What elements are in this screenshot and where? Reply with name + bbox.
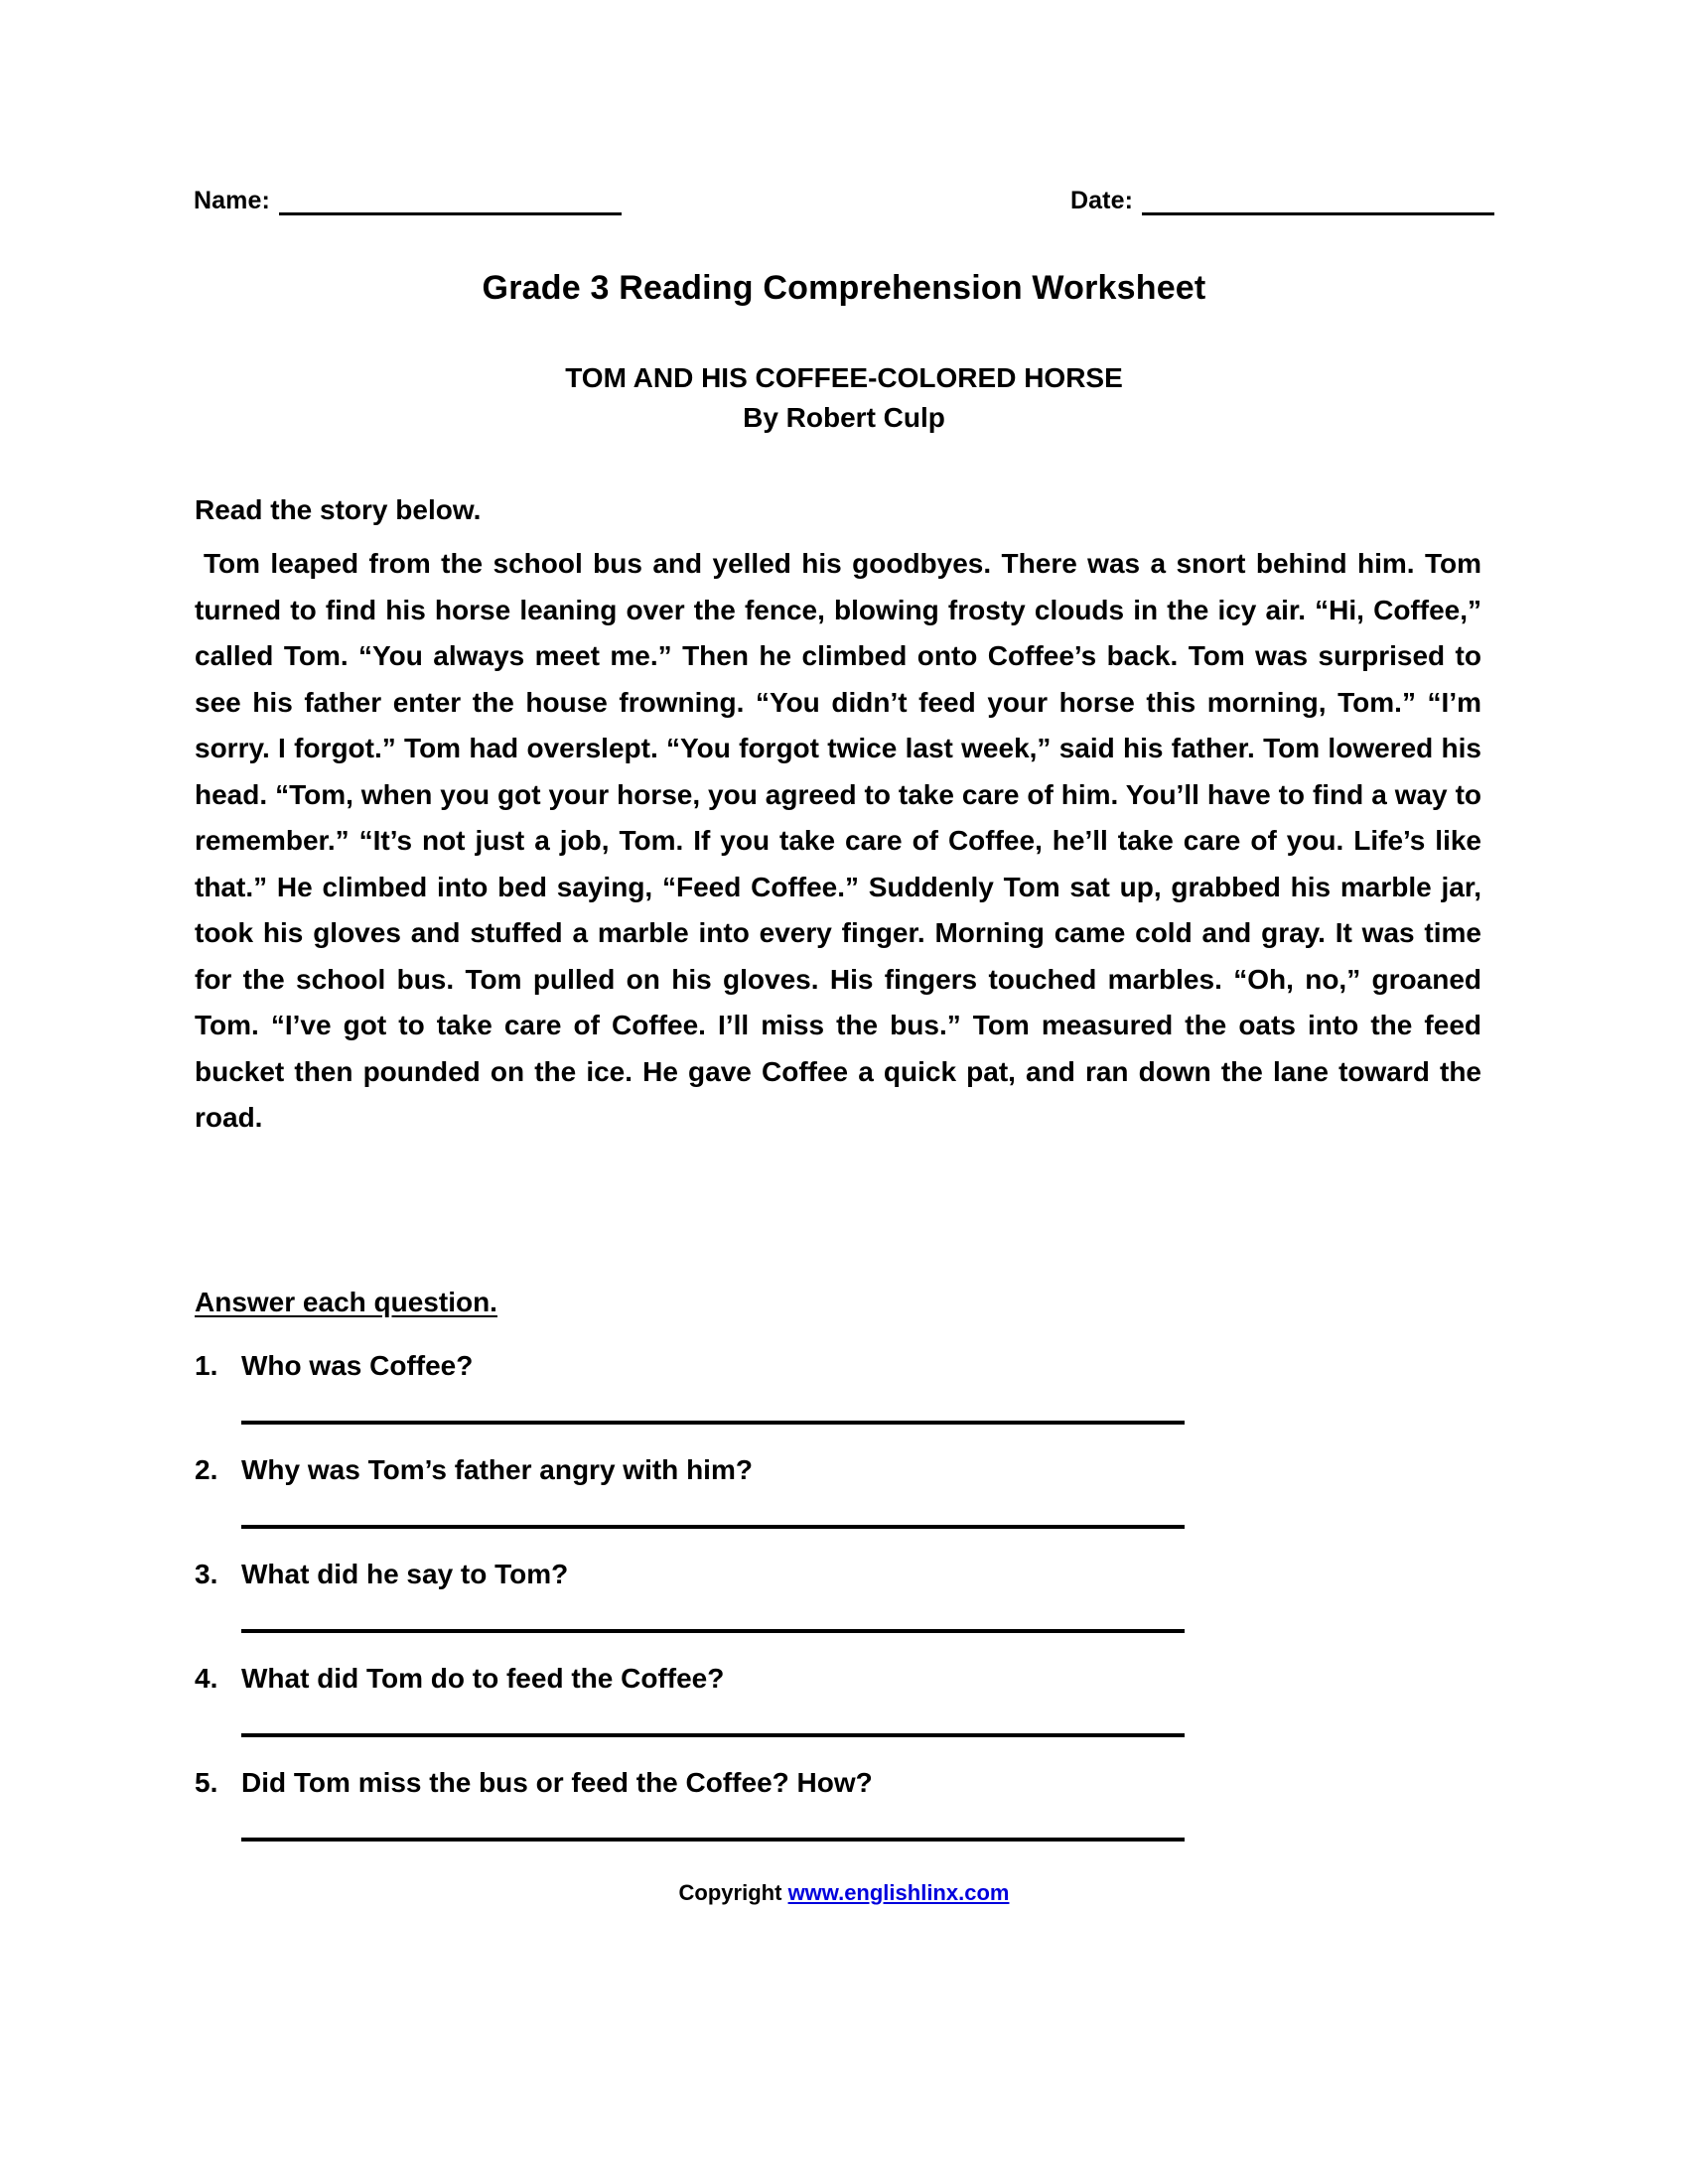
name-label: Name: <box>194 187 270 214</box>
page-title: Grade 3 Reading Comprehension Worksheet <box>482 269 1206 307</box>
read-instruction: Read the story below. <box>195 494 482 525</box>
story-byline: By Robert Culp <box>743 401 945 433</box>
question-number: 3. <box>195 1559 218 1589</box>
question-item <box>195 1348 1481 1452</box>
name-write-line[interactable] <box>279 212 622 215</box>
date-write-line[interactable] <box>1142 212 1494 215</box>
name-field[interactable] <box>194 189 622 215</box>
answer-write-line[interactable] <box>241 1838 1185 1842</box>
answer-write-line[interactable] <box>241 1629 1185 1633</box>
student-info-row <box>194 189 1494 215</box>
question-item <box>195 1557 1481 1661</box>
story-title-block <box>0 358 1688 438</box>
question-line <box>195 1765 1481 1800</box>
question-item <box>195 1452 1481 1557</box>
question-number: 4. <box>195 1663 218 1694</box>
question-line <box>195 1348 1481 1383</box>
englishlinx-link[interactable]: www.englishlinx.com <box>787 1880 1010 1905</box>
answer-write-line[interactable] <box>241 1421 1185 1425</box>
answer-write-line[interactable] <box>241 1525 1185 1529</box>
question-line <box>195 1557 1481 1591</box>
story-passage: Tom leaped from the school bus and yelled his goodbyes. There was a snort behind him. Tom turned to find his horse leaning over the fence, blowing frosty clouds in the icy air. “Hi, Coffee,” called Tom. “You always meet me.” Then he climbed onto Coffee’s back. Tom was surprised to see his father enter the house frowning. “You didn’t feed your horse this morning, Tom.” “I’m sorry. I forgot.” Tom had overslept. “You forgot twice last week,” said his father. Tom lowered his head. “Tom, when you got your horse, you agreed to take care of him. You’ll have to find a way to remember.” “It’s not just a job, Tom. If you take care of Coffee, he’ll take care of you. Life’s like that.” He climbed into bed saying, “Feed Coffee.” Suddenly Tom sat up, grabbed his marble jar, took his gloves and stuffed a marble into every finger. Morning came cold and gray. It was time for the school bus. Tom pulled on his gloves. His fingers touched marbles. “Oh, no,” groaned Tom. “I’ve got to take care of Coffee. I’ll miss the bus.” Tom measured the oats into the feed bucket then pounded on the ice. He gave Coffee a quick pat, and ran down the lane toward the road. <box>195 548 1481 1133</box>
question-text: Why was Tom’s father angry with him? <box>241 1454 753 1485</box>
question-item <box>195 1661 1481 1765</box>
question-line <box>195 1452 1481 1487</box>
questions-list <box>195 1348 1481 1869</box>
question-text: Who was Coffee? <box>241 1350 474 1381</box>
question-text: What did Tom do to feed the Coffee? <box>241 1663 725 1694</box>
question-text: Did Tom miss the bus or feed the Coffee? How? <box>241 1767 873 1798</box>
footer <box>0 1880 1688 1906</box>
date-label: Date: <box>1069 187 1133 214</box>
answer-write-line[interactable] <box>241 1733 1185 1737</box>
question-number: 5. <box>195 1767 218 1798</box>
question-text: What did he say to Tom? <box>241 1559 569 1589</box>
date-field[interactable] <box>1070 189 1494 215</box>
question-number: 2. <box>195 1454 218 1485</box>
answer-instruction: Answer each question. <box>195 1287 497 1317</box>
question-item <box>195 1765 1481 1869</box>
copyright-label: Copyright <box>678 1880 782 1905</box>
story-title: TOM AND HIS COFFEE-COLORED HORSE <box>565 362 1123 393</box>
question-number: 1. <box>195 1350 218 1381</box>
question-line <box>195 1661 1481 1696</box>
